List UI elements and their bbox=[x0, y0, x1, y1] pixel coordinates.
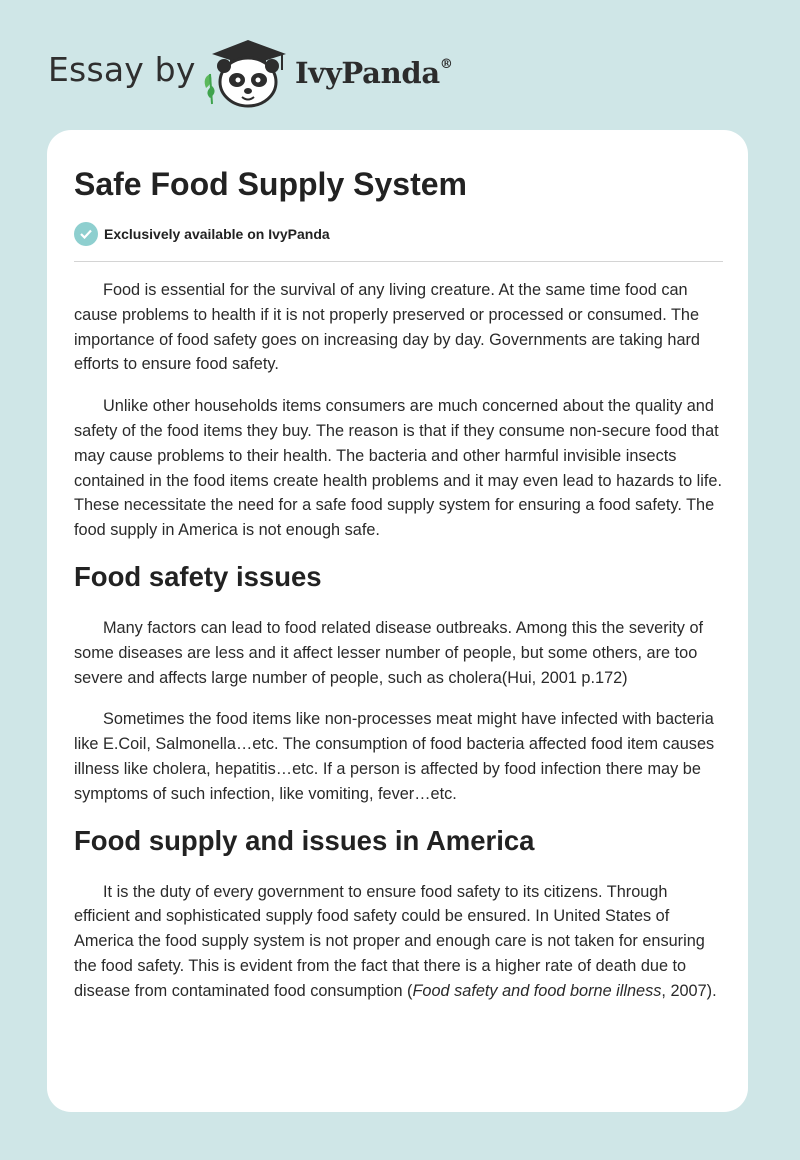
paragraph: Many factors can lead to food related disease outbreaks. Among this the severity of some diseases are less and it affect lesser number of people, but some others, are too severe and affects large number of people, such as cholera(Hui, 2001 p.172) bbox=[74, 618, 704, 687]
essay-card bbox=[47, 130, 748, 1112]
check-circle-icon bbox=[74, 222, 98, 246]
brand-label: IvyPanda bbox=[295, 56, 440, 90]
section-heading: Food safety issues bbox=[74, 560, 322, 592]
citation-title: Food safety and food borne illness bbox=[412, 981, 662, 1000]
paragraph: Food is essential for the survival of any living creature. At the same time food can cause problems to health if it is not properly preserved or processed or consumed. The importance of food safety goes on increasing day by day. Governments are taking hard efforts to ensure food safety. bbox=[74, 281, 700, 374]
ivy-leaf-icon bbox=[205, 74, 215, 104]
section-heading: Food supply and issues in America bbox=[74, 824, 535, 856]
paragraph: Sometimes the food items like non-processes meat might have infected with bacteria like E.Coil, Salmonella…etc. The consumption of food bacteria affected food item causes illness like cholera, hepatitis…etc. If a person is affected by food infection there may be symptoms of such infection, like vomiting, fever…etc. bbox=[74, 710, 715, 803]
site-header bbox=[0, 0, 800, 130]
exclusive-badge bbox=[74, 222, 330, 246]
paragraph bbox=[74, 880, 724, 1004]
panda-logo-icon[interactable] bbox=[200, 34, 292, 110]
paragraph-text: , 2007). bbox=[661, 981, 717, 1000]
brand-name[interactable] bbox=[295, 56, 453, 90]
essay-body bbox=[74, 278, 724, 1021]
divider bbox=[74, 261, 723, 262]
paragraph-text: It is the duty of every government to ensure food safety to its citizens. Through efficient and sophisticated supply food safety could be ensured. In United States of America the food supply system is not proper and enough care is not taken for ensuring the food safety. This is evident from the fact that there is a higher rate of death due to disease from contaminated food consumption ( bbox=[74, 882, 705, 1000]
essay-by-label: Essay by bbox=[48, 50, 196, 89]
paragraph: Unlike other households items consumers are much concerned about the quality and safety of the food items they buy. The reason is that if they consume non-secure food that may cause problems to their health. The bacteria and other harmful invisible insects contained in the food items create health problems and it may even lead to hazards to life. These necessitate the need for a safe food supply system for ensuring a food safety. The food supply in America is not enough safe. bbox=[74, 397, 723, 540]
page-title: Safe Food Supply System bbox=[74, 166, 467, 202]
exclusive-label: Exclusively available on IvyPanda bbox=[104, 226, 330, 242]
registered-mark: ® bbox=[439, 57, 453, 73]
